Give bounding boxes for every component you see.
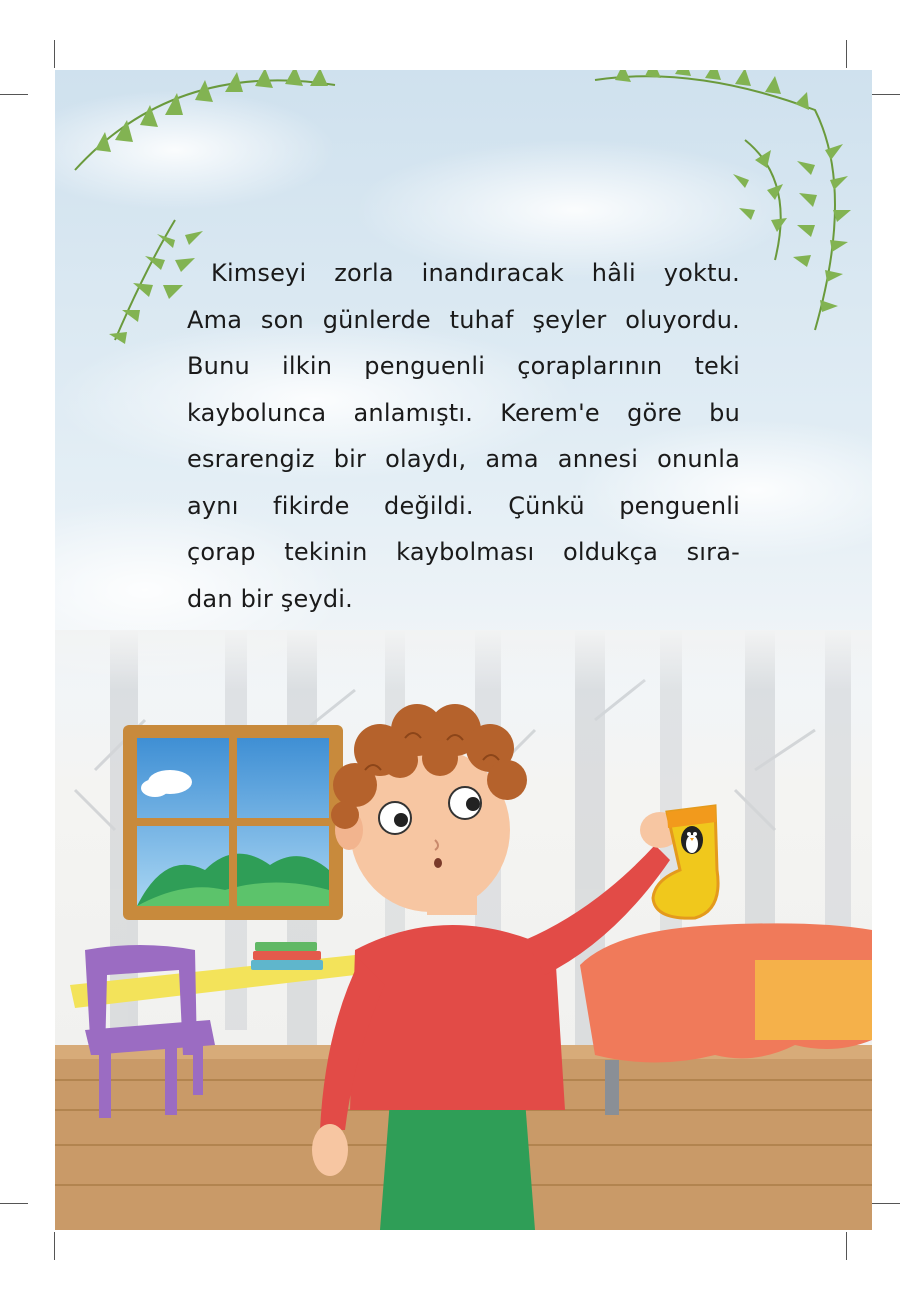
story-line-2: Ama son günlerde tuhaf şeyler oluyordu. xyxy=(187,305,740,334)
story-line-8: dan bir şeydi. xyxy=(187,584,353,613)
crop-mark-top-right-v xyxy=(846,40,847,68)
crop-mark-bottom-left-v xyxy=(54,1232,55,1260)
crop-mark-bottom-left-h xyxy=(0,1203,28,1204)
story-line-6: aynı fikirde değildi. Çünkü penguenli xyxy=(187,491,740,520)
story-text xyxy=(187,250,740,622)
crop-mark-top-left-v xyxy=(54,40,55,68)
book-page xyxy=(55,70,872,1230)
crop-mark-top-right-h xyxy=(872,94,900,95)
crop-mark-bottom-right-h xyxy=(872,1203,900,1204)
room-window xyxy=(123,725,343,920)
story-line-3: Bunu ilkin penguenli çoraplarının teki xyxy=(187,352,740,380)
story-line-4: kaybolunca anlamıştı. Kerem'e göre bu xyxy=(187,398,740,427)
story-line-5: esrarengiz bir olaydı, ama annesi onunla xyxy=(187,445,740,473)
story-line-1: Kimseyi zorla inandıracak hâli yoktu. xyxy=(211,259,740,287)
story-line-7: çorap tekinin kaybolması oldukça sıra- xyxy=(187,538,740,566)
crop-mark-bottom-right-v xyxy=(846,1232,847,1260)
page-illustration xyxy=(55,70,872,1230)
crop-mark-top-left-h xyxy=(0,94,28,95)
